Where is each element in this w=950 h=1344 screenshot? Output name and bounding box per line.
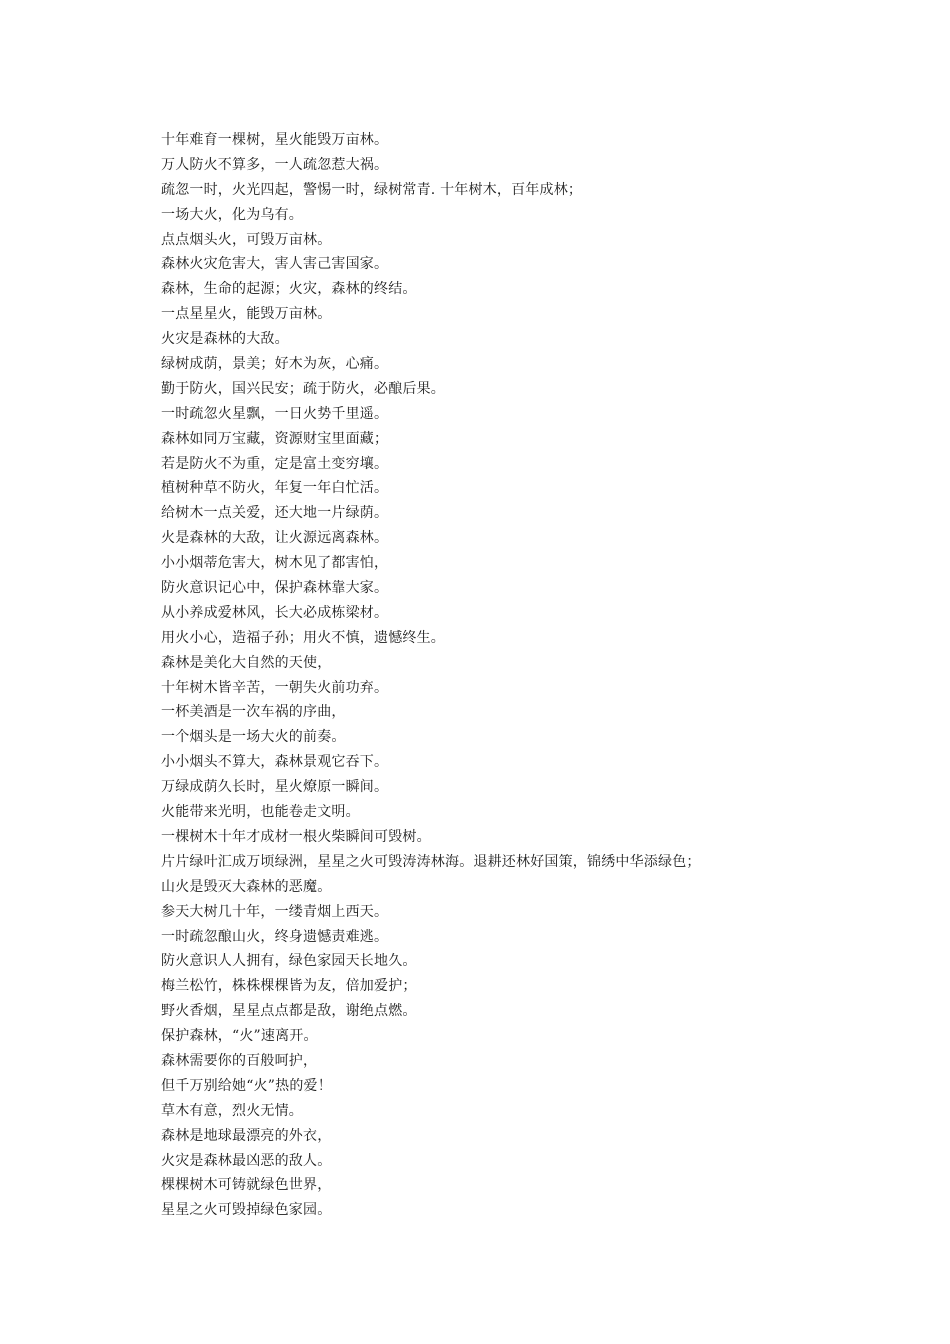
slogan-line: 森林是美化大自然的天使， — [161, 654, 332, 671]
slogan-line: 疏忽一时，火光四起，警惕一时，绿树常青. 十年树木，百年成林； — [161, 181, 583, 198]
slogan-line: 绿树成荫，景美；好木为灰，心痛。 — [161, 356, 389, 373]
slogan-line: 一时疏忽火星飘，一日火势千里遥。 — [161, 405, 389, 422]
slogan-line: 防火意识人人拥有，绿色家园天长地久。 — [161, 953, 417, 970]
slogan-line: 棵棵树木可铸就绿色世界， — [161, 1177, 332, 1194]
slogan-line: 小小烟蒂危害大，树木见了都害怕， — [161, 555, 389, 572]
slogan-line: 片片绿叶汇成万顷绿洲，星星之火可毁涛涛林海。退耕还林好国策，锦绣中华添绿色； — [161, 853, 701, 870]
slogan-line: 一时疏忽酿山火，终身遗憾责难逃。 — [161, 928, 389, 945]
slogan-line: 火能带来光明，也能卷走文明。 — [161, 804, 360, 821]
slogan-line: 勤于防火，国兴民安；疏于防火，必酿后果。 — [161, 380, 445, 397]
slogan-line: 防火意识记心中，保护森林靠大家。 — [161, 580, 389, 597]
slogan-line: 十年难育一棵树，星火能毁万亩林。 — [161, 132, 389, 148]
slogan-line: 保护森林，“火”速离开。 — [161, 1028, 318, 1045]
slogan-line: 但千万别给她“火”热的爱！ — [161, 1077, 332, 1094]
slogan-line: 用火小心，造福子孙；用火不慎，遗憾终生。 — [161, 629, 445, 646]
slogan-line: 草木有意，烈火无情。 — [161, 1102, 303, 1119]
slogan-line: 森林如同万宝藏，资源财宝里面藏； — [161, 430, 389, 447]
slogan-line: 一场大火，化为乌有。 — [161, 206, 303, 223]
slogan-line: 植树种草不防火，年复一年白忙活。 — [161, 480, 389, 497]
slogan-line: 野火香烟，星星点点都是敌，谢绝点燃。 — [161, 1003, 417, 1020]
slogan-line: 星星之火可毁掉绿色家园。 — [161, 1202, 332, 1219]
slogan-line: 万绿成荫久长时，星火燎原一瞬间。 — [161, 779, 389, 796]
slogan-line: 森林需要你的百般呵护， — [161, 1052, 318, 1069]
slogan-line: 参天大树几十年，一缕青烟上西天。 — [161, 903, 389, 920]
slogan-line: 一点星星火，能毁万亩林。 — [161, 306, 332, 323]
slogan-line: 一个烟头是一场大火的前奏。 — [161, 729, 346, 746]
slogan-line: 点点烟头火，可毁万亩林。 — [161, 231, 332, 248]
slogan-line: 若是防火不为重，定是富土变穷壤。 — [161, 455, 389, 472]
slogan-line: 一杯美酒是一次车祸的序曲， — [161, 704, 346, 721]
slogan-line: 山火是毁灭大森林的恶魔。 — [161, 878, 332, 895]
slogan-line: 给树木一点关爱，还大地一片绿荫。 — [161, 505, 389, 522]
slogan-line: 十年树木皆辛苦，一朝失火前功弃。 — [161, 679, 389, 696]
slogan-line: 小小烟头不算大，森林景观它吞下。 — [161, 754, 389, 771]
slogan-line: 森林，生命的起源；火灾，森林的终结。 — [161, 281, 417, 298]
slogan-list — [161, 128, 941, 1223]
slogan-line: 梅兰松竹，株株棵棵皆为友，倍加爱护； — [161, 978, 417, 995]
slogan-line: 森林是地球最漂亮的外衣， — [161, 1127, 332, 1144]
slogan-line: 火灾是森林最凶恶的敌人。 — [161, 1152, 332, 1169]
slogan-line: 从小养成爱林风，长大必成栋梁材。 — [161, 604, 389, 621]
slogan-line: 森林火灾危害大，害人害己害国家。 — [161, 256, 389, 273]
slogan-line: 火是森林的大敌，让火源远离森林。 — [161, 530, 389, 547]
slogan-line: 一棵树木十年才成材一根火柴瞬间可毁树。 — [161, 828, 431, 845]
slogan-line: 万人防火不算多，一人疏忽惹大祸。 — [161, 156, 389, 173]
slogan-line: 火灾是森林的大敌。 — [161, 331, 289, 348]
